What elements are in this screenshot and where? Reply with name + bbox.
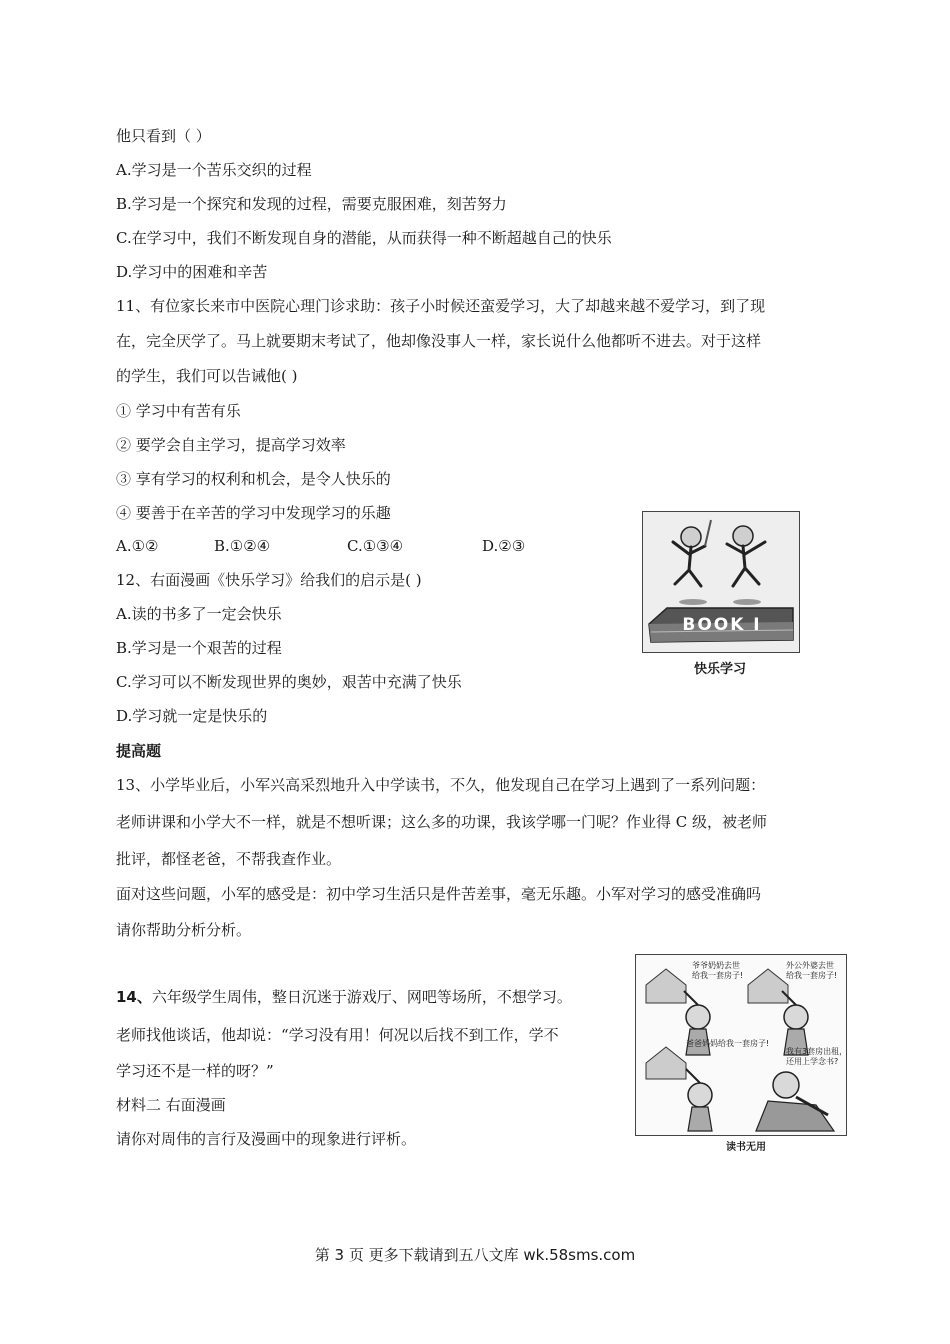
q10-option-a: A.学习是一个苦乐交织的过程: [116, 161, 312, 179]
q10-stem: 他只看到（ ）: [116, 127, 211, 145]
page-footer: 第 3 页 更多下载请到五八文库 wk.58sms.com: [314, 1246, 636, 1264]
q14-line-3: 学习还不是一样的呀？”: [116, 1062, 274, 1080]
q13-line-5: 请你帮助分析分析。: [116, 921, 252, 939]
q11-option-a: A.①②: [116, 537, 159, 555]
q11-option-b: B.①②④: [214, 537, 271, 555]
q10-option-d: D.学习中的困难和辛苦: [116, 263, 268, 281]
bubble-grandparents-paternal: 爷爷奶奶去世 给我一套房子!: [692, 961, 744, 980]
q11-stem-line-1: 11、有位家长来市中医院心理门诊求助：孩子小时候还蛮爱学习，大了却越来越不爱学习，到了现: [116, 297, 766, 315]
q10-option-b: B.学习是一个探究和发现的过程，需要克服困难，刻苦努力: [116, 195, 507, 213]
q14-text-1: 六年级学生周伟，整日沉迷于游戏厅、网吧等场所，不想学习。: [151, 988, 572, 1006]
q11-item-1: ① 学习中有苦有乐: [116, 402, 241, 420]
bubble-three-houses: 我有3套房出租， 还用上学念书?: [786, 1047, 848, 1066]
bubble-grandparents-maternal: 外公外婆去世 给我一套房子!: [786, 961, 838, 980]
q11-item-2: ② 要学会自主学习，提高学习效率: [116, 436, 346, 454]
comic-happy-learning: [642, 511, 800, 653]
q13-line-4: 面对这些问题，小军的感受是：初中学习生活只是件苦差事，毫无乐趣。小军对学习的感受准确吗: [116, 885, 762, 903]
q11-option-c: C.①③④: [347, 537, 404, 555]
comic-happy-learning-caption: 快乐学习: [694, 662, 747, 677]
q13-line-3: 批评，都怪老爸，不帮我查作业。: [116, 850, 342, 868]
comic-reading-useless: [635, 954, 847, 1136]
q14-prompt: 请你对周伟的言行及漫画中的现象进行评析。: [116, 1130, 417, 1148]
comic-reading-useless-caption: 读书无用: [726, 1142, 766, 1153]
q12-stem: 12、右面漫画《快乐学习》给我们的启示是( ): [116, 571, 422, 589]
q12-option-a: A.读的书多了一定会快乐: [116, 605, 282, 623]
q10-option-c: C.在学习中，我们不断发现自身的潜能，从而获得一种不断超越自己的快乐: [116, 229, 612, 247]
book-label: BOOK I: [682, 615, 762, 635]
q13-line-1: 13、小学毕业后，小军兴高采烈地升入中学读书，不久，他发现自己在学习上遇到了一系列问题：: [116, 776, 766, 794]
section-title: 提高题: [116, 742, 162, 760]
q12-option-b: B.学习是一个艰苦的过程: [116, 639, 282, 657]
q11-item-4: ④ 要善于在辛苦的学习中发现学习的乐趣: [116, 504, 391, 522]
q11-stem-line-3: 的学生，我们可以告诫他( ): [116, 367, 298, 385]
q11-option-d: D.②③: [482, 537, 526, 555]
q14-number: 14、: [116, 988, 152, 1006]
q11-item-3: ③ 享有学习的权利和机会，是令人快乐的: [116, 470, 391, 488]
q14-line-1: [116, 987, 572, 1007]
bubble-parents: 爸爸妈妈给我一套房子!: [686, 1039, 770, 1048]
q14-line-2: 老师找他谈话，他却说：“学习没有用！何况以后找不到工作，学不: [116, 1026, 559, 1044]
q11-stem-line-2: 在，完全厌学了。马上就要期末考试了，他却像没事人一样，家长说什么他都听不进去。对于这样: [116, 332, 762, 350]
q12-option-c: C.学习可以不断发现世界的奥妙，艰苦中充满了快乐: [116, 673, 462, 691]
q14-material: 材料二 右面漫画: [116, 1096, 226, 1114]
q12-option-d: D.学习就一定是快乐的: [116, 707, 268, 725]
q13-line-2: 老师讲课和小学大不一样，就是不想听课；这么多的功课，我该学哪一门呢？作业得 C 级，被老师: [116, 813, 768, 831]
